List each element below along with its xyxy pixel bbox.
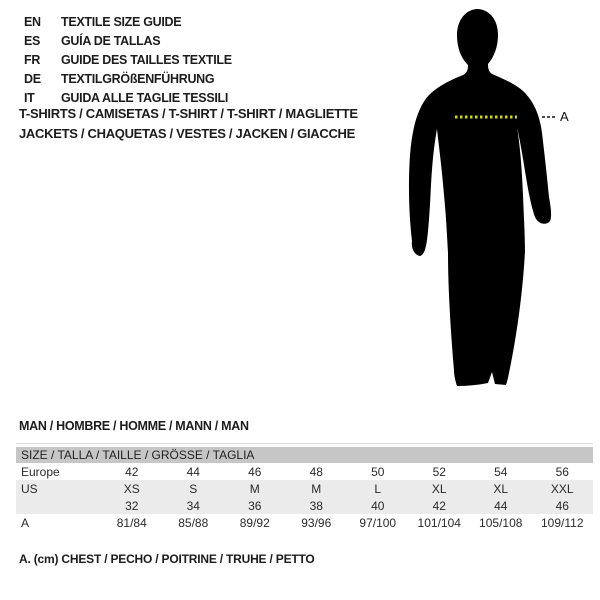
size-cell: XL xyxy=(493,481,509,496)
table-row-us xyxy=(16,480,593,497)
section-title-man: MAN / HOMBRE / HOMME / MANN / MAN xyxy=(19,419,249,433)
language-code: EN xyxy=(24,14,41,29)
size-cell: 40 xyxy=(371,498,385,513)
language-code: DE xyxy=(24,71,41,86)
size-cell: 50 xyxy=(371,464,385,479)
size-cell: 48 xyxy=(309,464,323,479)
size-cell: 46 xyxy=(248,464,262,479)
category-jackets: JACKETS / CHAQUETAS / VESTES / JACKEN / GIACCHE xyxy=(19,126,355,141)
size-cell: 36 xyxy=(248,498,262,513)
size-cell: 109/112 xyxy=(541,515,584,530)
measurement-footnote: A. (cm) CHEST / PECHO / POITRINE / TRUHE / PETTO xyxy=(19,552,315,566)
size-cell: 38 xyxy=(309,498,323,513)
size-cell: 54 xyxy=(494,464,508,479)
size-cell: 52 xyxy=(432,464,446,479)
size-cell: 105/108 xyxy=(479,515,523,530)
language-title: TEXTILE SIZE GUIDE xyxy=(61,14,182,29)
language-row-en xyxy=(24,12,232,31)
size-cell: 93/96 xyxy=(301,515,332,530)
language-title: TEXTILGRÖßENFÜHRUNG xyxy=(61,71,215,86)
language-code: IT xyxy=(24,90,35,105)
garment-categories xyxy=(19,104,358,144)
size-table xyxy=(16,443,593,531)
row-label: US xyxy=(21,481,38,496)
row-label: A xyxy=(21,515,30,530)
language-row-fr xyxy=(24,50,232,69)
man-silhouette-shape xyxy=(409,9,551,386)
size-cell: 89/92 xyxy=(239,515,270,530)
language-title: GUIDA ALLE TAGLIE TESSILI xyxy=(61,90,229,105)
language-row-es xyxy=(24,31,232,50)
size-cell: 81/84 xyxy=(116,515,147,530)
language-list xyxy=(24,12,232,107)
language-title: GUÍA DE TALLAS xyxy=(61,33,161,48)
size-cell: 42 xyxy=(432,498,446,513)
size-cell: L xyxy=(374,481,382,496)
size-cell: XL xyxy=(431,481,447,496)
language-code: FR xyxy=(24,52,41,67)
size-cell: 42 xyxy=(125,464,139,479)
size-cell: 97/100 xyxy=(359,515,397,530)
language-code: ES xyxy=(24,33,41,48)
size-table-header: SIZE / TALLA / TAILLE / GRÖSSE / TAGLIA xyxy=(16,447,593,463)
category-tshirts: T-SHIRTS / CAMISETAS / T-SHIRT / T-SHIRT / MAGLIETTE xyxy=(19,106,358,121)
size-cell: 46 xyxy=(555,498,569,513)
size-cell: 85/88 xyxy=(178,515,209,530)
man-silhouette xyxy=(405,5,570,390)
size-cell: 56 xyxy=(555,464,569,479)
row-label: Europe xyxy=(21,464,60,479)
size-cell: M xyxy=(311,481,322,496)
size-cell: 34 xyxy=(186,498,200,513)
size-cell: M xyxy=(249,481,260,496)
size-cell: 44 xyxy=(494,498,508,513)
table-row-europe xyxy=(16,463,593,480)
language-title: GUIDE DES TAILLES TEXTILE xyxy=(61,52,232,67)
size-cell: XXL xyxy=(550,481,574,496)
size-cell: 44 xyxy=(186,464,200,479)
size-cell: 32 xyxy=(125,498,139,513)
language-row-de xyxy=(24,69,232,88)
table-row-uk-numeric xyxy=(16,497,593,514)
chest-measure-label: A xyxy=(560,109,569,124)
table-row-chest-a xyxy=(16,514,593,531)
size-cell: XS xyxy=(123,481,140,496)
size-cell: S xyxy=(189,481,198,496)
size-cell: 101/104 xyxy=(417,515,461,530)
